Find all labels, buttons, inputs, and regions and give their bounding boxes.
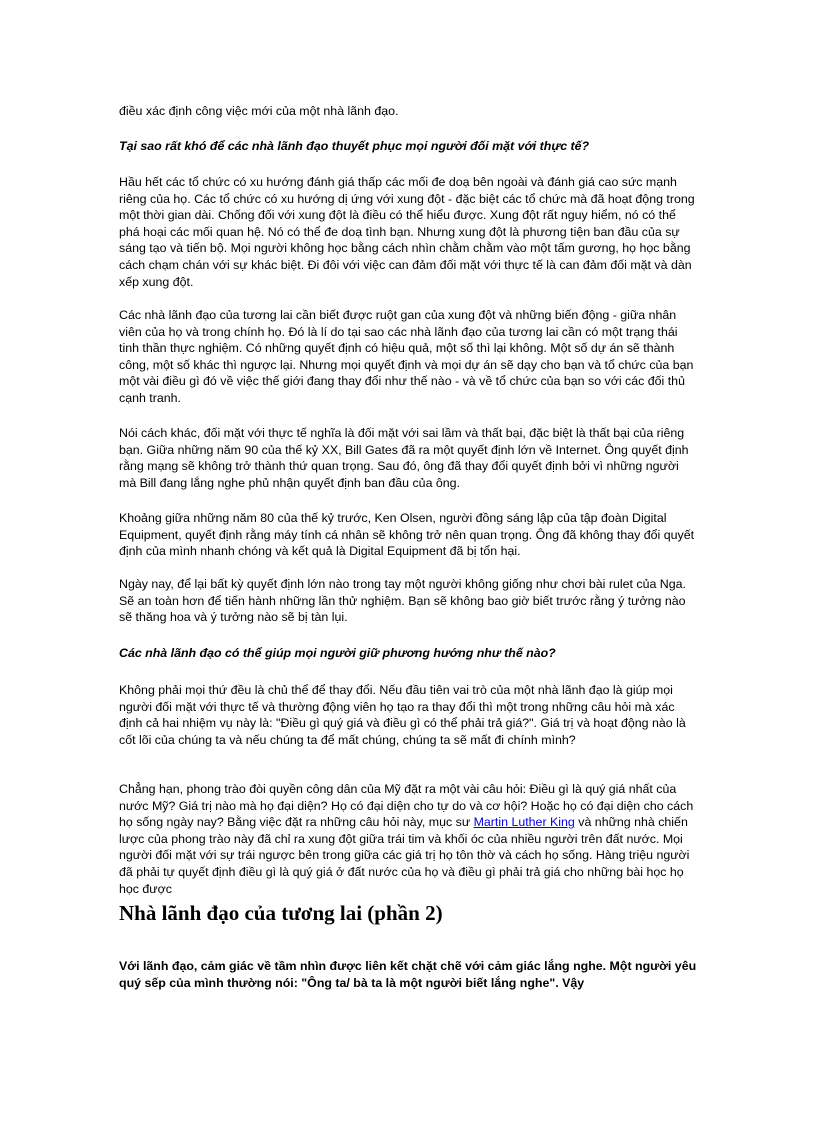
question-heading-1: Tại sao rất khó để các nhà lãnh đạo thuyết phục mọi người đối mặt với thực tế? [119, 139, 590, 153]
paragraph-1: Hầu hết các tổ chức có xu hướng đánh giá thấp các mối đe doạ bên ngoài và đánh giá cao sức mạnh riêng của họ. Các tổ chức có xu hướng dị ứng với xung đột - đặc biệt các tổ chức mà đã hoạt động trong một thời gian dài. Chống đối với xung đột là điều có thể hiểu được. Xung đột rất nguy hiểm, nó có thể phá hoại các mối quan hệ. Nó có thể đe doạ tình bạn. Nhưng xung đột là phương tiện ban đầu của sự sáng tạo và tiến bộ. Mọi người không học bằng cách nhìn chằm chằm vào một tấm gương, họ học bằng cách chạm chán với sự khác biệt. Đi đôi với việc can đảm đối mặt với thực tế là can đảm đối mặt và dàn xếp xung đột. [119, 175, 695, 289]
section-heading: Nhà lãnh đạo của tương lai (phần 2) [119, 901, 443, 925]
lead-line: điều xác định công việc mới của một nhà lãnh đạo. [119, 104, 399, 118]
paragraph-3: Nói cách khác, đối mặt với thực tế nghĩa là đối mặt với sai lầm và thất bại, đặc biệt là thất bại của riêng bạn. Giữa những năm 90 của thế kỷ XX, Bill Gates đã ra một quyết định lớn về Internet. Ông quyết định rằng mạng sẽ không trở thành thứ quan trọng. Sau đó, ông đã thay đổi quyết định bởi vì những người mà Bill đang lắng nghe phủ nhận quyết định ban đầu của ông. [119, 426, 689, 490]
paragraph-2: Các nhà lãnh đạo của tương lai cần biết được ruột gan của xung đột và những biến động - giữa nhân viên của họ và trong chính họ. Đó là lí do tại sao các nhà lãnh đạo của tương lai cần có một trạng thái tinh thần thực nghiệm. Có những quyết định có hiệu quả, một số thì lại không. Một số dự án sẽ thành công, một số khác thì ngược lại. Nhưng mọi quyết định và mọi dự án sẽ dạy cho bạn và tổ chức của bạn một vài điều gì đó về việc thế giới đang thay đổi như thế nào - và về tổ chức của bạn so với các đối thủ cạnh tranh. [119, 308, 694, 405]
paragraph-7 [119, 781, 699, 897]
question-heading-2: Các nhà lãnh đạo có thể giúp mọi người giữ phương hướng như thế nào? [119, 646, 556, 660]
paragraph-7-text-start: Chẳng hạn, phong trào đòi quyền công dân của Mỹ đặt ra một vài câu hỏi: Điều gì là quý giá nhất của nước Mỹ? Giá trị nào mà họ đại diện? Họ có đại diện cho tự do và cơ hội? Hoặc họ có đại diện cho cách họ sống ngày nay? Bằng việc đặt ra những câu hỏi này, mục sư [119, 782, 694, 830]
paragraph-5: Ngày nay, để lại bất kỳ quyết định lớn nào trong tay một người không giống như chơi bài rulet của Nga. Sẽ an toàn hơn để tiến hành những lần thử nghiệm. Bạn sẽ không bao giờ biết trước rằng ý tưởng nào sẽ thăng hoa và ý tưởng nào sẽ bị tàn lụi. [119, 577, 686, 625]
paragraph-8: Với lãnh đạo, cảm giác về tầm nhìn được liên kết chặt chẽ với cảm giác lắng nghe. Một người yêu quý sếp của mình thường nói: "Ông ta/ bà ta là một người biết lắng nghe". Vậy [119, 959, 697, 990]
martin-luther-king-link[interactable]: Martin Luther King [473, 815, 575, 830]
paragraph-7-text-end: và những nhà chiến lược của phong trào này đã chỉ ra xung đột giữa trái tim và khối óc của nhiều người trên đất nước. Mọi người đối mặt với sự trái ngược bên trong giữa các giá trị họ tôn thờ và cách họ sống. Hàng triệu người đã phải tự quyết định điều gì là quý giá ở đất nước của họ và điều gì phải trả giá cho những bài học họ học được [119, 815, 690, 896]
paragraph-6: Không phải mọi thứ đều là chủ thể để thay đổi. Nếu đầu tiên vai trò của một nhà lãnh đạo là giúp mọi người đối mặt với thực tế và thường động viên họ tạo ra thay đổi thì một trong những câu hỏi mà xác định cả hai nhiệm vụ này là: "Điều gì quý giá và điều gì có thể phải trả giá?". Giá trị và hoạt động nào là cốt lõi của chúng ta và nếu chúng ta để mất chúng, chúng ta sẽ mất đi chính mình? [119, 683, 686, 747]
paragraph-4: Khoảng giữa những năm 80 của thế kỷ trước, Ken Olsen, người đồng sáng lập của tập đoàn Digital Equipment, quyết định rằng máy tính cá nhân sẽ không trở nên quan trọng. Ông đã không thay đổi quyết định của mình nhanh chóng và kết quả là Digital Equipment đã bị tổn hại. [119, 511, 695, 559]
